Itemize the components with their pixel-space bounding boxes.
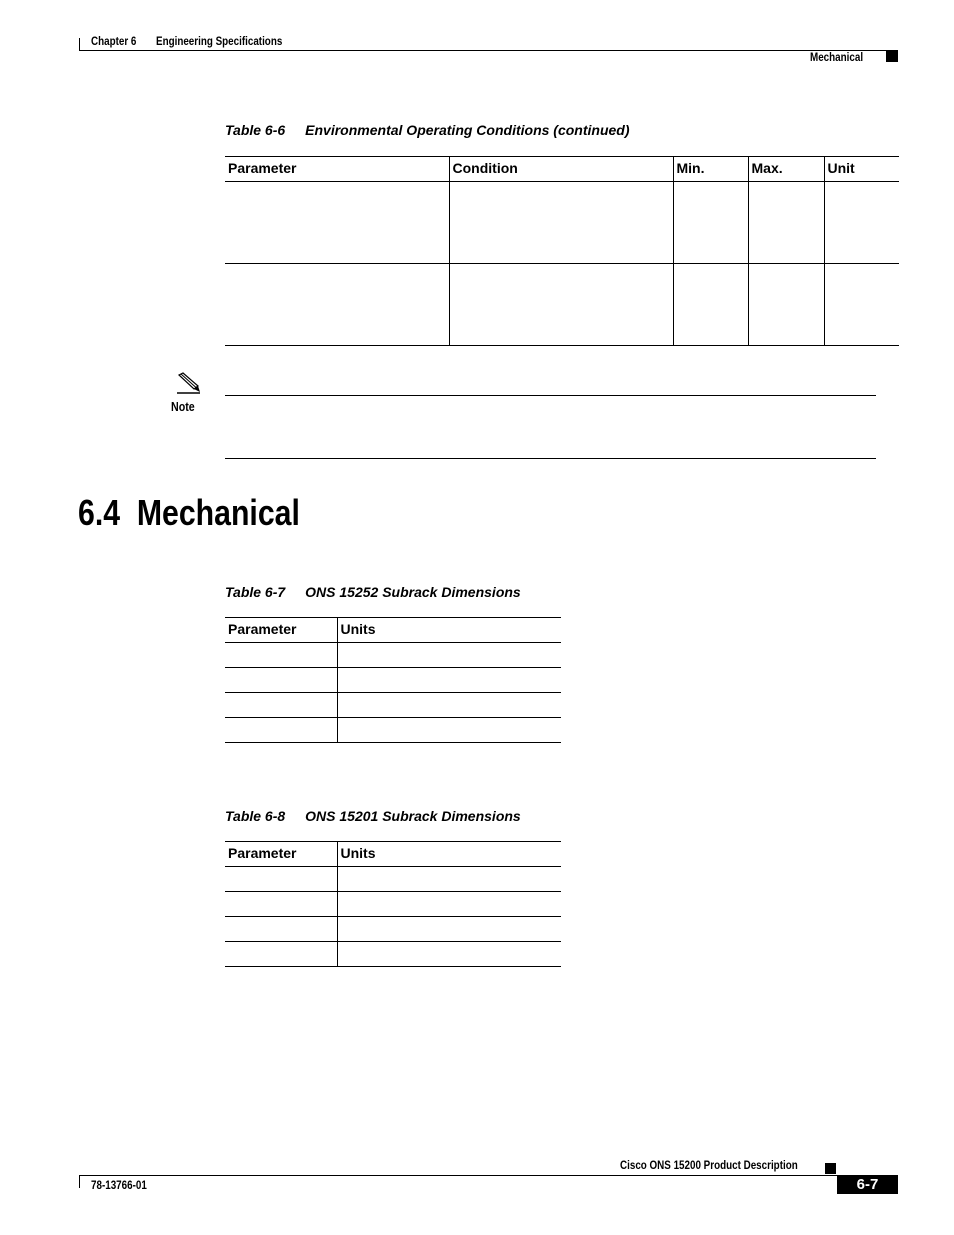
column-header-max: Max. [748,157,824,182]
table-cell [337,867,561,892]
table-cell [824,264,899,346]
header-chapter: Chapter 6 [91,34,137,48]
table-6-7 [225,617,561,743]
table-cell [225,892,337,917]
page-number: 6-7 [856,1176,879,1193]
table-6-6-caption [225,122,630,138]
table-row [225,264,899,346]
header-rule [79,50,898,51]
table-cell [225,643,337,668]
table-cell [225,917,337,942]
table-cell [337,942,561,967]
table-6-8-label: Table 6-8 [225,808,286,824]
table-row [225,668,561,693]
column-header-unit: Unit [824,157,899,182]
table-cell [337,892,561,917]
table-6-8-title: ONS 15201 Subrack Dimensions [305,808,521,824]
footer-left-bar [79,1175,80,1188]
note-block [160,368,880,463]
table-cell [449,264,673,346]
header-section: Mechanical [810,50,864,64]
table-header-row [225,842,561,867]
table-cell [337,643,561,668]
table-row [225,182,899,264]
table-cell [225,942,337,967]
table-cell [225,182,449,264]
table-cell [225,867,337,892]
table-header-row [225,157,899,182]
footer-doc-title: Cisco ONS 15200 Product Description [620,1158,798,1172]
table-row [225,917,561,942]
table-6-8 [225,841,561,967]
footer-rule [79,1175,898,1176]
table-cell [337,917,561,942]
table-6-7-caption [225,584,521,600]
table-cell [225,693,337,718]
footer-marker [825,1163,836,1174]
header-marker [886,51,898,62]
table-6-6 [225,156,899,346]
table-cell [673,264,748,346]
section-heading: 6.4 Mechanical [78,492,300,533]
table-cell [337,718,561,743]
table-row [225,892,561,917]
column-header-parameter: Parameter [228,160,297,176]
pencil-icon [174,372,202,396]
column-header-parameter: Parameter [228,621,297,637]
table-row [225,867,561,892]
table-row [225,942,561,967]
column-header-parameter: Parameter [228,845,297,861]
table-row [225,693,561,718]
table-cell [337,693,561,718]
column-header-units: Units [337,842,561,867]
table-cell [673,182,748,264]
table-cell [225,264,449,346]
table-cell [337,668,561,693]
note-top-rule [225,395,876,396]
column-header-min: Min. [673,157,748,182]
column-header-units: Units [337,618,561,643]
table-header-row [225,618,561,643]
footer-doc-number: 78-13766-01 [91,1178,147,1192]
note-label: Note [171,399,195,414]
note-bottom-rule [225,458,876,459]
table-cell [748,264,824,346]
table-cell [225,668,337,693]
table-6-7-label: Table 6-7 [225,584,286,600]
table-6-7-title: ONS 15252 Subrack Dimensions [305,584,521,600]
table-row [225,643,561,668]
table-row [225,718,561,743]
table-cell [824,182,899,264]
table-cell [449,182,673,264]
table-6-8-caption [225,808,521,824]
table-cell [748,182,824,264]
table-6-6-title: Environmental Operating Conditions (continued) [305,122,630,138]
table-6-6-label: Table 6-6 [225,122,286,138]
header-chapter-title: Engineering Specifications [156,34,283,48]
table-cell [225,718,337,743]
column-header-condition: Condition [449,157,673,182]
